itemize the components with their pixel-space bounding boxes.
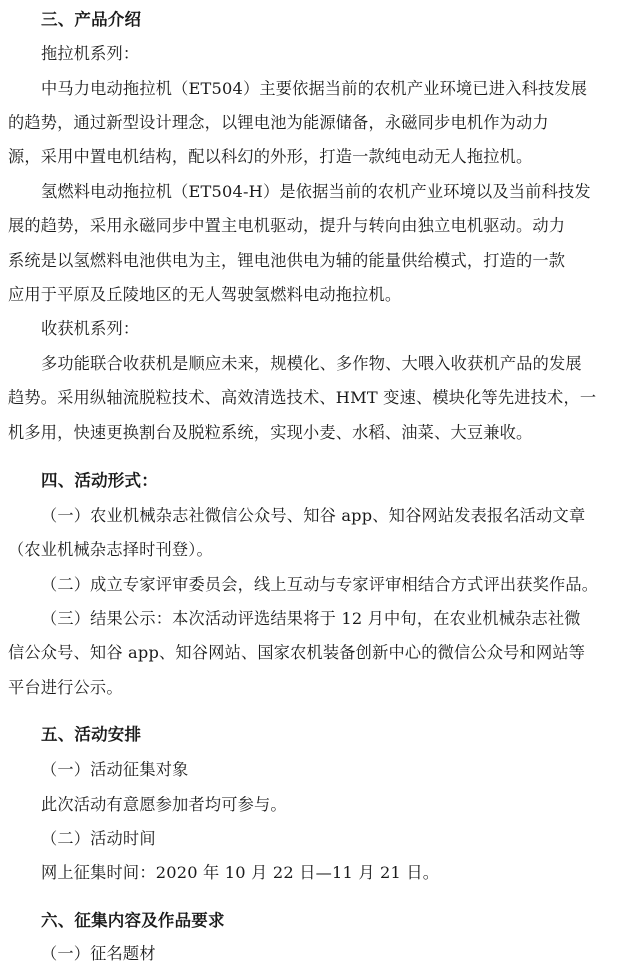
section-heading-activity-form: 四、活动形式： <box>41 471 158 490</box>
subheading-tractor-series: 拖拉机系列： <box>41 44 140 63</box>
paragraph-line: 网上征集时间：2020 年 10 月 22 日—11 月 21 日。 <box>41 863 440 882</box>
section-heading-products: 三、产品介绍 <box>41 10 142 29</box>
subheading-naming-theme: （一）征名题材 <box>41 944 156 963</box>
paragraph-line: 趋势。采用纵轴流脱粒技术、高效清选技术、HMT 变速、模块化等先进技术，一 <box>8 388 597 407</box>
paragraph-line: 应用于平原及丘陵地区的无人驾驶氢燃料电动拖拉机。 <box>8 285 402 304</box>
section-heading-content-requirements: 六、征集内容及作品要求 <box>41 911 225 930</box>
paragraph-line: （一）农业机械杂志社微信公众号、知谷 app、知谷网站发表报名活动文章 <box>41 506 586 525</box>
paragraph-line: 中马力电动拖拉机（ET504）主要依据当前的农机产业环境已进入科技发展 <box>41 79 588 98</box>
paragraph-line: 的趋势，通过新型设计理念，以锂电池为能源储备，永磁同步电机作为动力 <box>8 113 549 132</box>
paragraph-line: 展的趋势，采用永磁同步中置主电机驱动，提升与转向由独立电机驱动。动力 <box>8 216 566 235</box>
subheading-harvester-series: 收获机系列： <box>41 319 140 338</box>
subheading-activity-time: （二）活动时间 <box>41 829 156 848</box>
paragraph-line: 源，采用中置电机结构，配以科幻的外形，打造一款纯电动无人拖拉机。 <box>8 147 533 166</box>
paragraph-line: （二）成立专家评审委员会，线上互动与专家评审相结合方式评出获奖作品。 <box>41 575 599 594</box>
paragraph-line: 信公众号、知谷 app、知谷网站、国家农机装备创新中心的微信公众号和网站等 <box>8 643 586 662</box>
paragraph-line: （农业机械杂志择时刊登）。 <box>8 540 213 559</box>
paragraph-line: 机多用，快速更换割台及脱粒系统，实现小麦、水稻、油菜、大豆兼收。 <box>8 423 533 442</box>
paragraph-line: （三）结果公示：本次活动评选结果将于 12 月中旬，在农业机械杂志社微 <box>41 609 581 628</box>
paragraph-line: 此次活动有意愿参加者均可参与。 <box>41 795 287 814</box>
paragraph-line: 平台进行公示。 <box>8 678 123 697</box>
subheading-participants: （一）活动征集对象 <box>41 760 189 779</box>
section-heading-activity-schedule: 五、活动安排 <box>41 725 142 744</box>
paragraph-line: 氢燃料电动拖拉机（ET504-H）是依据当前的农机产业环境以及当前科技发 <box>41 182 591 201</box>
paragraph-line: 系统是以氢燃料电池供电为主，锂电池供电为辅的能量供给模式，打造的一款 <box>8 251 566 270</box>
paragraph-line: 多功能联合收获机是顺应未来，规模化、多作物、大喂入收获机产品的发展 <box>41 354 582 373</box>
